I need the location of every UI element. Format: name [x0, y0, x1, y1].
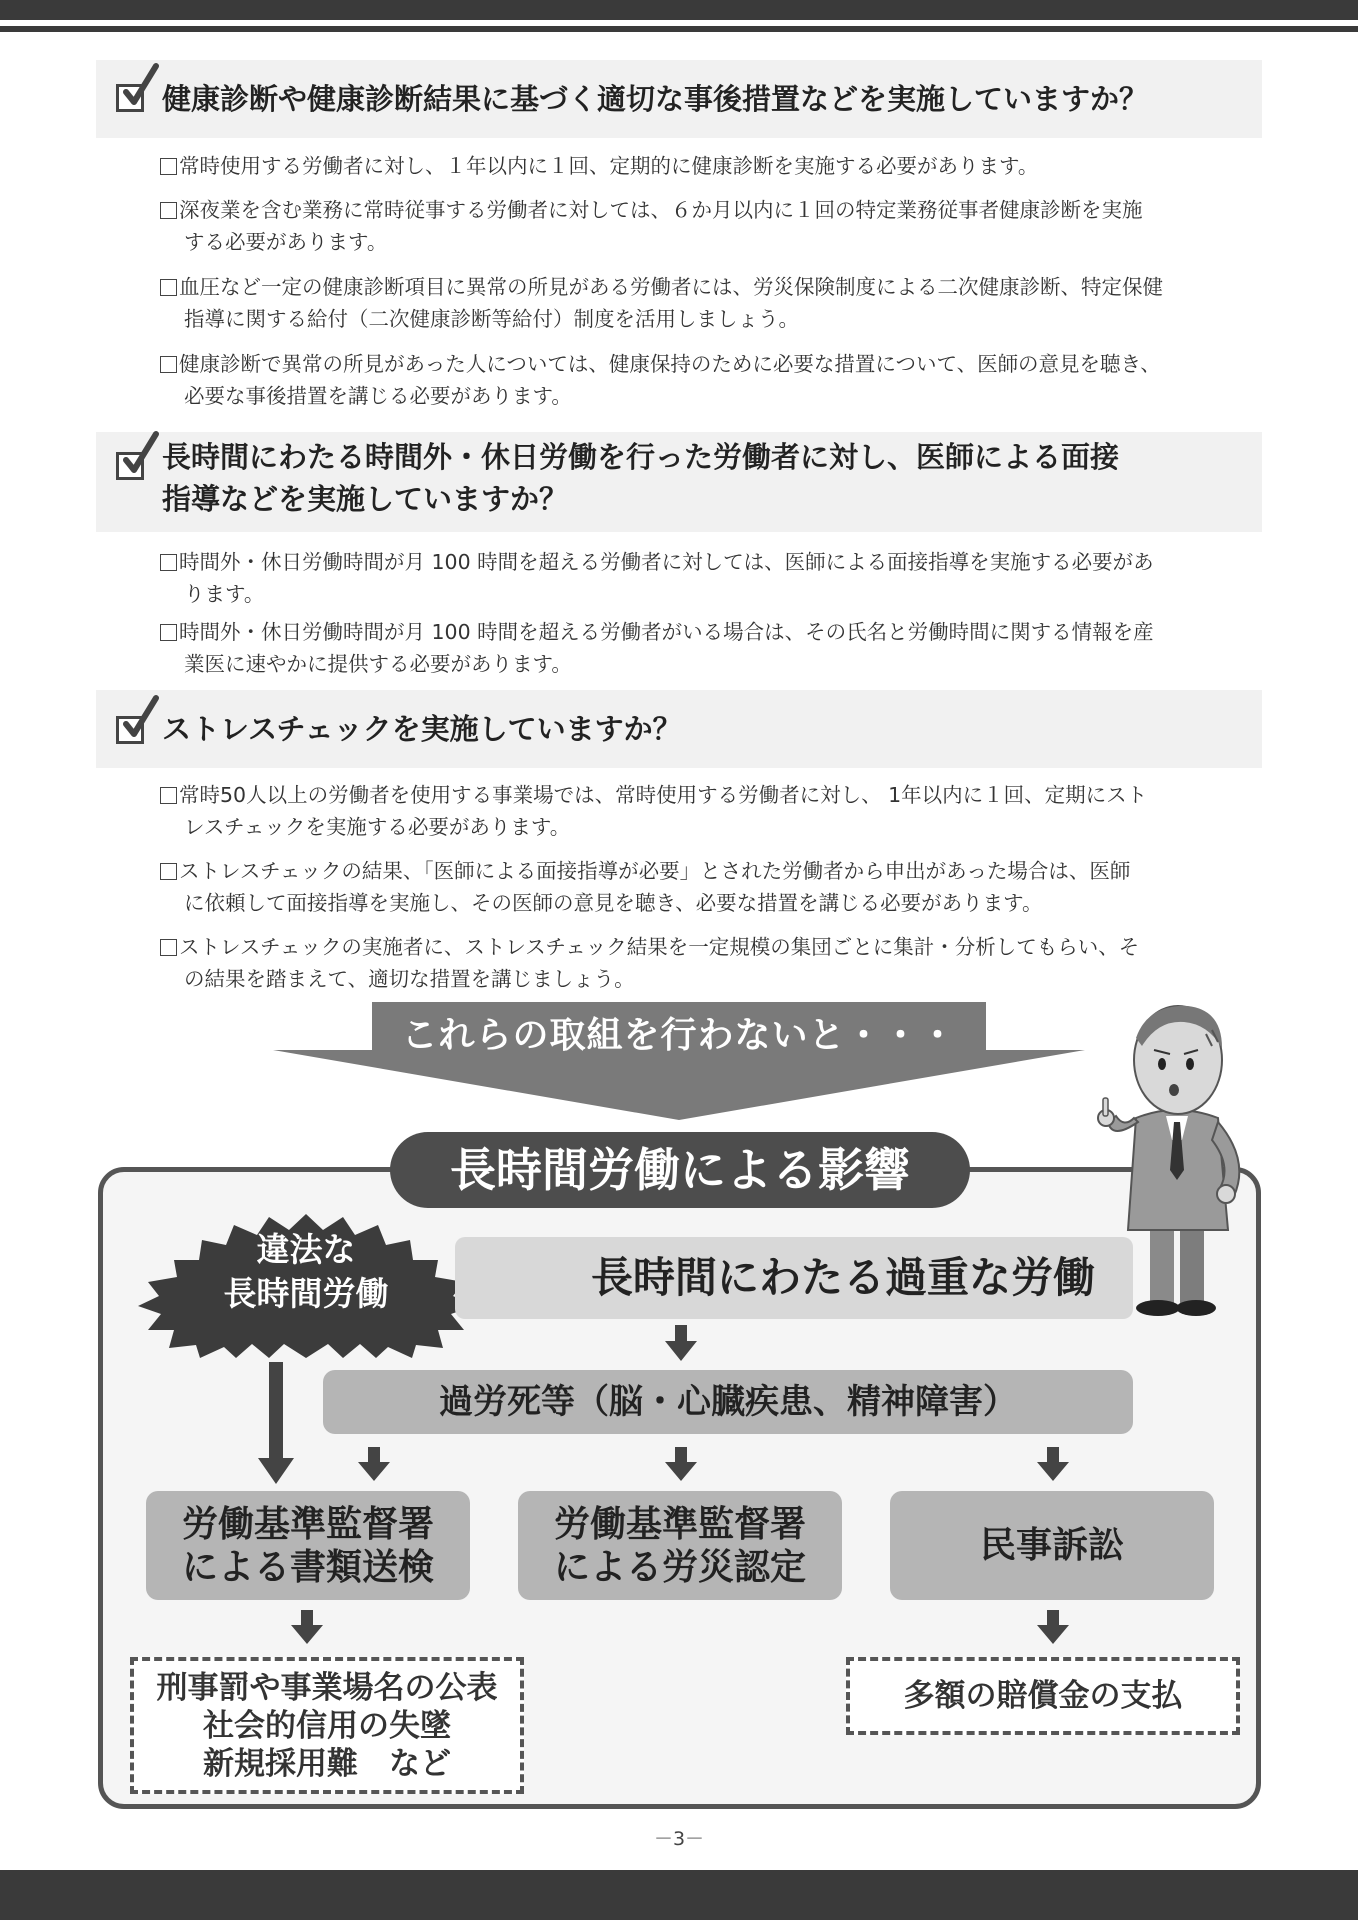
checklist-item: 健康診断で異常の所見があった人については、健康保持のために必要な措置について、医師の意見を聴き、 必要な事後措置を講じる必要があります。	[160, 348, 1268, 412]
checklist-item: 深夜業を含む業務に常時従事する労働者に対しては、６か月以内に１回の特定業務従事者健康診断を実施 する必要があります。	[160, 194, 1268, 258]
checkmark-icon	[120, 62, 160, 108]
checkbox-icon	[160, 356, 177, 373]
checklist-item: ストレスチェックの実施者に、ストレスチェック結果を一定規模の集団ごとに集計・分析してもらい、そ の結果を踏まえて、適切な措置を講じましょう。	[160, 931, 1268, 995]
top-band	[0, 0, 1358, 20]
question-bar-overtime	[96, 432, 1262, 532]
workers-comp-box: 労働基準監督署 による労災認定	[518, 1491, 842, 1600]
impact-diagram-title: 長時間労働による影響	[390, 1132, 970, 1208]
checklist-item: 時間外・休日労働時間が月 100 時間を超える労働者に対しては、医師による面接指導を実施する必要があ ります。	[160, 546, 1268, 610]
checklist-item: 血圧など一定の健康診断項目に異常の所見がある労働者には、労災保険制度による二次健康診断、特定保健 指導に関する給付（二次健康診断等給付）制度を活用しましょう。	[160, 271, 1268, 335]
checkbox-icon	[160, 158, 177, 175]
checklist-item: 時間外・休日労働時間が月 100 時間を超える労働者がいる場合は、その氏名と労働時間に関する情報を産 業医に速やかに提供する必要があります。	[160, 616, 1268, 680]
question-title-line2: 指導などを実施していますか？	[162, 482, 569, 516]
checkbox-icon	[160, 863, 177, 880]
checkbox-icon	[160, 939, 177, 956]
checkbox-icon	[160, 279, 177, 296]
arrow-down-icon	[665, 1447, 697, 1481]
arrow-down-icon	[291, 1610, 323, 1644]
checkbox-icon	[160, 787, 177, 804]
compensation-outcome-box: 多額の賠償金の支払	[846, 1657, 1240, 1735]
checklist-item: ストレスチェックの結果、「医師による面接指導が必要」とされた労働者から申出があった場合は、医師 に依頼して面接指導を実施し、その医師の意見を聴き、必要な措置を講じる必要があります。	[160, 855, 1268, 919]
arrow-down-icon	[665, 1325, 697, 1361]
checkbox-icon	[160, 202, 177, 219]
question-bar-health-check	[96, 60, 1262, 138]
top-rule	[0, 26, 1358, 32]
arrow-down-icon	[358, 1447, 390, 1481]
arrow-down-icon	[1037, 1447, 1069, 1481]
karoshi-box: 過労死等（脳・心臓疾患、精神障害）	[323, 1370, 1133, 1434]
checklist-item: 常時使用する労働者に対し、１年以内に１回、定期的に健康診断を実施する必要があります。	[160, 150, 1268, 182]
page-number: －3－	[653, 1828, 705, 1850]
civil-lawsuit-box: 民事訴訟	[890, 1491, 1214, 1600]
checkbox-icon	[160, 624, 177, 641]
question-title: ストレスチェックを実施していますか？	[162, 712, 682, 746]
checkmark-icon	[120, 694, 160, 740]
warning-banner-text: これらの取組を行わないと・・・	[401, 1015, 957, 1056]
bottom-band	[0, 1870, 1358, 1920]
checkbox-icon	[160, 554, 177, 571]
prosecution-box: 労働基準監督署 による書類送検	[146, 1491, 470, 1600]
question-bar-stress-check	[96, 690, 1262, 768]
question-title-line1: 長時間にわたる時間外・休日労働を行った労働者に対し、医師による面接	[162, 440, 1120, 474]
checkmark-icon	[120, 430, 160, 476]
arrow-down-long-icon	[258, 1362, 294, 1484]
arrow-down-icon	[1037, 1610, 1069, 1644]
penalty-outcome-box: 刑事罰や事業場名の公表 社会的信用の失墜 新規採用難 など	[130, 1657, 524, 1794]
excessive-overwork-box: 長時間にわたる過重な労働	[455, 1237, 1133, 1319]
illegal-overtime-label: 違法な 長時間労働	[223, 1230, 389, 1313]
question-title: 健康診断や健康診断結果に基づく適切な事後措置などを実施していますか？	[162, 82, 1149, 116]
worried-businessman-illustration	[1088, 990, 1268, 1325]
checklist-item: 常時50人以上の労働者を使用する事業場では、常時使用する労働者に対し、 1年以内に１回、定期にスト レスチェックを実施する必要があります。	[160, 779, 1268, 843]
